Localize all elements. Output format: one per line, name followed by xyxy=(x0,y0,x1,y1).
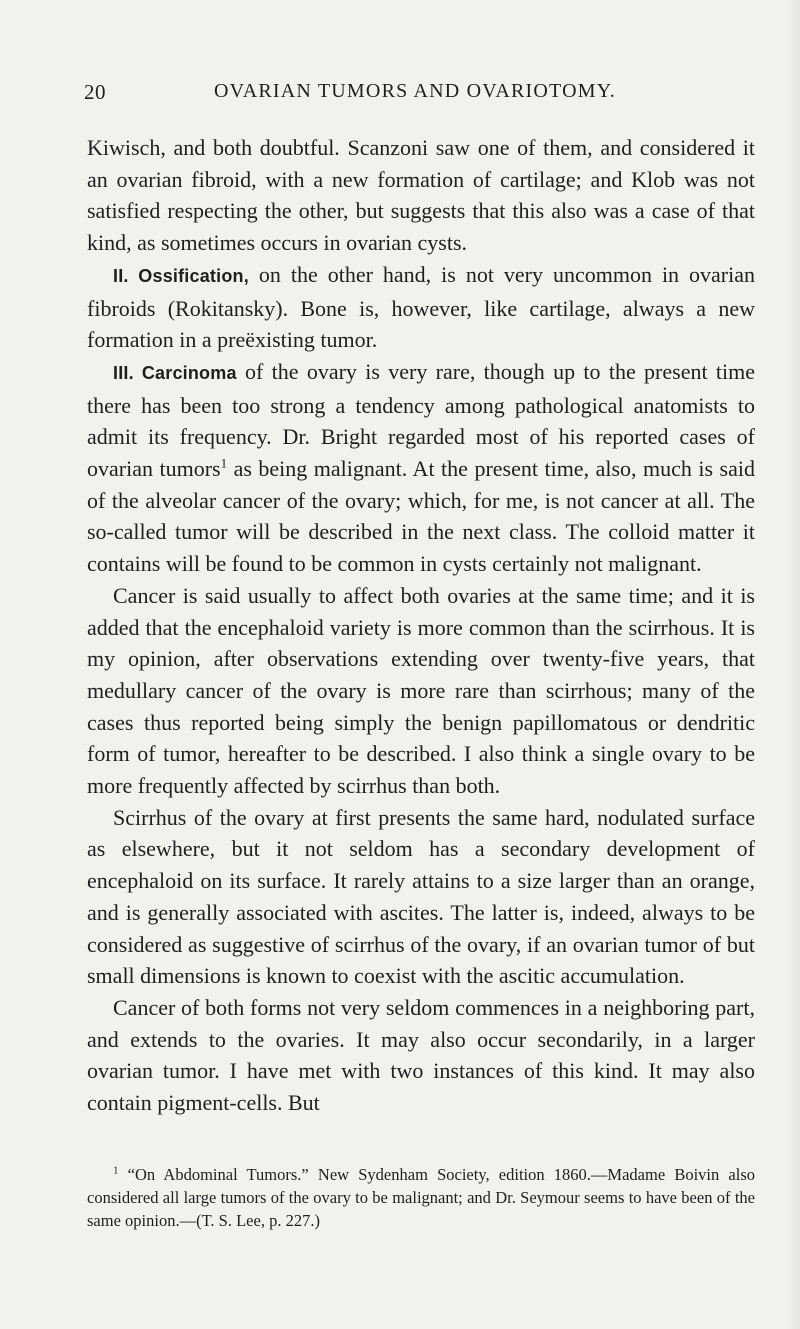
paragraph-cancer-both-forms: Cancer of both forms not very seldom commences in a neighboring part, and extends to the ovaries. It may also occur secondarily, in a larger ovarian tumor. I have met with two instances of this kind. It may also contain pigment-cells. But xyxy=(87,994,755,1116)
page-header xyxy=(80,80,750,114)
footnote xyxy=(87,1163,755,1232)
footnote-mark: 1 xyxy=(113,1164,119,1177)
section-heading-carcinoma: III. Carcinoma xyxy=(113,362,237,383)
page-edge-shadow xyxy=(786,0,800,1329)
running-title: OVARIAN TUMORS AND OVARIOTOMY. xyxy=(214,80,616,102)
footnote-reference: 1 xyxy=(220,455,228,471)
paragraph-scirrhus: Scirrhus of the ovary at first presents the same hard, nodulated surface as elsewhere, but it not seldom has a secondary development of encephaloid on its surface. It rarely attains to a size larger than an orange, and is generally associated with ascites. The latter is, indeed, always to be considered as suggestive of scirrhus of the ovary, if an ovarian tumor of but small dimensions is known to coexist with the ascitic accumulation. xyxy=(87,804,755,989)
paragraph-continuation: Kiwisch, and both doubtful. Scanzoni saw one of them, and considered it an ovarian fibroid, with a new formation of cartilage; and Klob was not satisfied respecting the other, but suggests that this also was a case of that kind, as sometimes occurs in ovarian cysts. xyxy=(87,135,755,256)
page-number: 20 xyxy=(84,80,106,104)
paragraph-carcinoma: III. Carcinoma of the ovary is very rare, though up to the present time there has been too strong a tendency among pathological anatomists to admit its frequency. Dr. Bright regarded most of his reported cases of ovarian tumors$^1$ as being malignant. At the present time, also, much is said of the alveolar cancer of the ovary; which, for me, is not cancer at all. The so-called tumor will be described in the next class. The colloid matter it contains will be found to be common in cysts certainly not malignant. xyxy=(87,358,755,577)
body-text xyxy=(87,132,755,1119)
footnote-text: “On Abdominal Tumors.” New Sydenham Society, edition 1860.—Madame Boivin also considered all large tumors of the ovary to be malignant; and Dr. Seymour seems to have been of the same opinion.—(T. S. Lee, p. 227.) xyxy=(87,1165,755,1230)
section-heading-ossification: II. Ossification, xyxy=(113,265,249,286)
paragraph-cancer: Cancer is said usually to affect both ovaries at the same time; and it is added that the encephaloid variety is more common than the scirrhous. It is my opinion, after observations extending over twenty-five years, that medullary cancer of the ovary is more rare than scirrhous; many of the cases thus reported being simply the benign papillomatous or dendritic form of tumor, hereafter to be described. I also think a single ovary to be more frequently affected by scirrhus than both. xyxy=(87,582,755,799)
paragraph-ossification: II. Ossification, on the other hand, is not very uncommon in ovarian fibroids (Rokitansky). Bone is, however, like cartilage, always a new formation in a preëxisting tumor. xyxy=(87,261,755,353)
